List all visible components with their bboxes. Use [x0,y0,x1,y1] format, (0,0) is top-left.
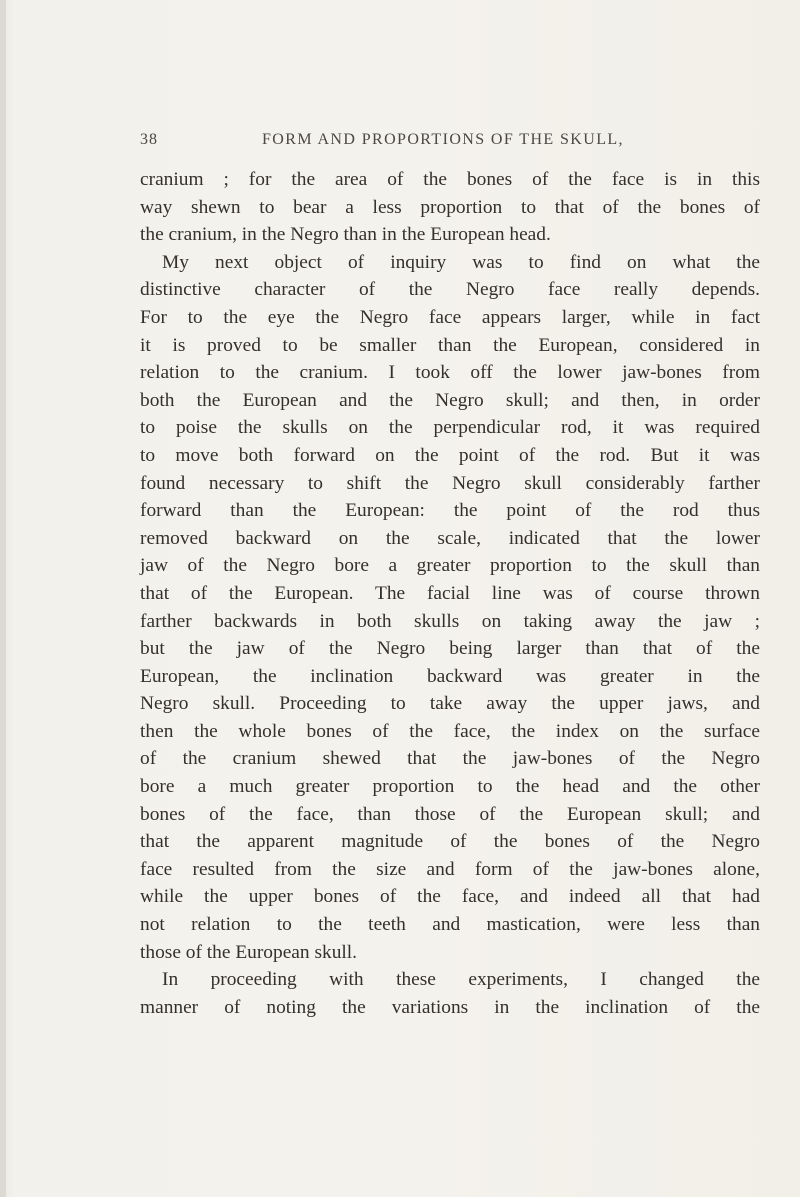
text-line: In proceeding with these experiments, I changed the [162,969,760,991]
text-line: both the European and the Negro skull; and then, in order [140,389,760,411]
text-line: that the apparent magnitude of the bones of the Negro [140,831,760,853]
text-line: found necessary to shift the Negro skull considerably farther [140,472,760,494]
text-line: bore a much greater proportion to the head and the other [140,776,760,798]
text-line: bones of the face, than those of the European skull; and [140,803,760,825]
text-line: cranium ; for the area of the bones of the face is in this [140,169,760,190]
page-edge [0,0,6,1197]
text-line: to poise the skulls on the perpendicular rod, it was required [140,417,760,439]
text-line: to move both forward on the point of the rod. But it was [140,444,760,466]
text-line: those of the European skull. [140,941,358,963]
text-line: removed backward on the scale, indicated that the lower [140,527,760,549]
text-line: the cranium, in the Negro than in the European head. [140,224,551,246]
text-line: For to the eye the Negro face appears larger, while in fact [140,306,760,328]
text-line: My next object of inquiry was to find on what the [162,251,760,273]
text-line: not relation to the teeth and mastication, were less than [140,914,760,936]
text-line: manner of noting the variations in the inclination of the [140,996,760,1018]
text-line: relation to the cranium. I took off the lower jaw-bones from [140,362,760,384]
text-line: that of the European. The facial line was of course thrown [140,582,760,604]
text-line: of the cranium shewed that the jaw-bones of the Negro [140,748,760,770]
text-line: but the jaw of the Negro being larger than that of the [140,638,760,660]
page-title: FORM AND PROPORTIONS OF THE SKULL, [262,131,624,148]
text-line: Negro skull. Proceeding to take away the upper jaws, and [140,693,760,715]
page-number: 38 [140,131,158,148]
text-line: face resulted from the size and form of the jaw-bones alone, [140,858,760,880]
text-line: farther backwards in both skulls on taking away the jaw ; [140,610,760,632]
text-line: jaw of the Negro bore a greater proportion to the skull than [140,555,760,577]
text-line: European, the inclination backward was greater in the [140,665,760,687]
text-line: distinctive character of the Negro face really depends. [140,279,760,301]
running-head [140,131,760,155]
text-line: it is proved to be smaller than the European, considered in [140,334,760,356]
text-line: forward than the European: the point of the rod thus [140,500,760,522]
text-line: while the upper bones of the face, and indeed all that had [140,886,760,908]
text-line: then the whole bones of the face, the index on the surface [140,720,760,742]
body-text [140,166,760,1021]
text-line: way shewn to bear a less proportion to that of the bones of [140,196,760,218]
